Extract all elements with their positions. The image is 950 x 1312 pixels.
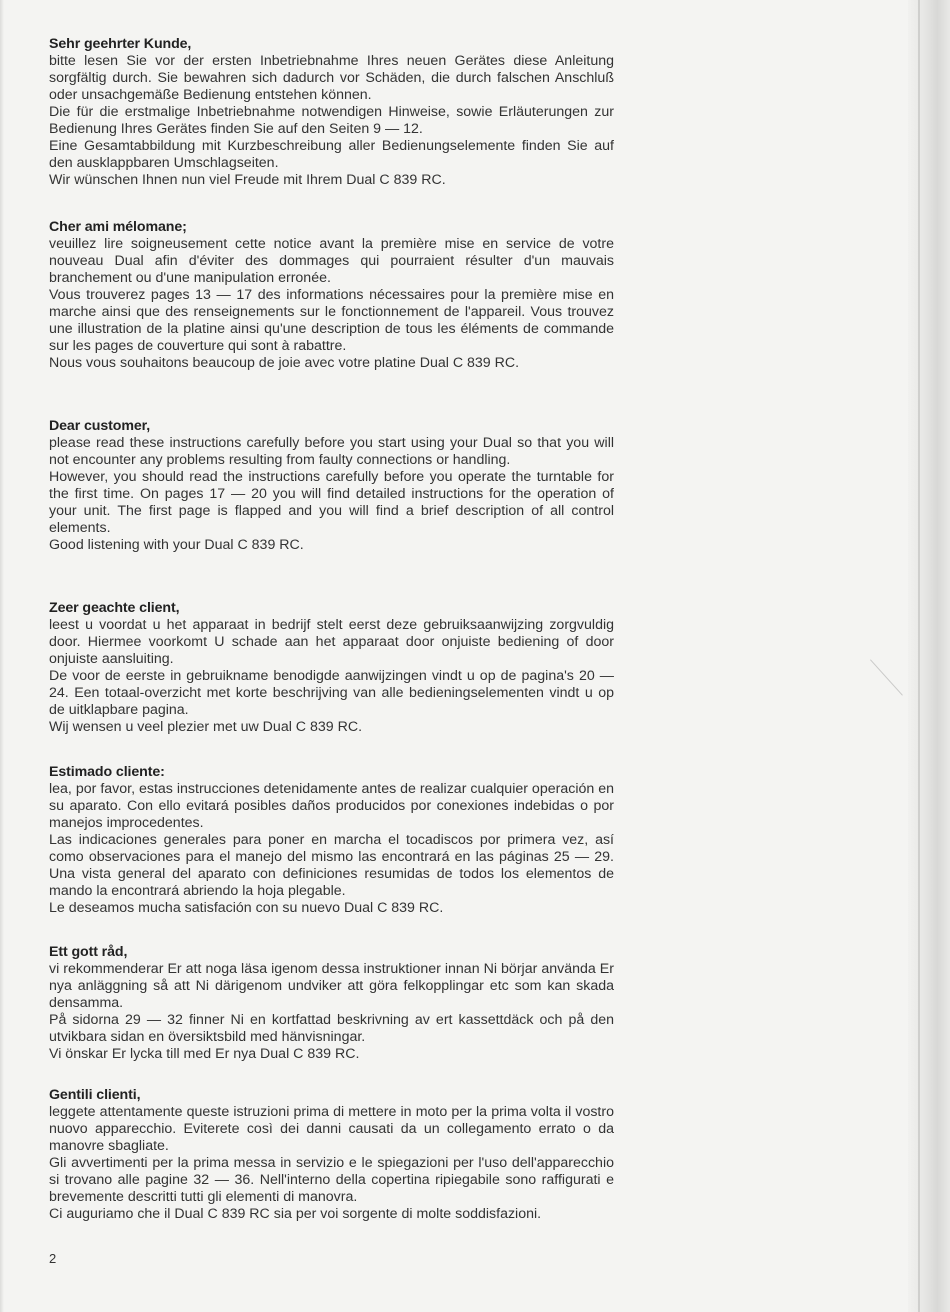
section-paragraph: Le deseamos mucha satisfación con su nuevo Dual C 839 RC. bbox=[49, 900, 444, 916]
section-paragraph: Eine Gesamtabbildung mit Kurzbeschreibung aller Bedienungselemente finden Sie auf den ausklappbaren Umschlagseiten. bbox=[49, 138, 614, 171]
page-number: 2 bbox=[49, 1251, 57, 1266]
section-paragraph: bitte lesen Sie vor der ersten Inbetriebnahme Ihres neuen Gerätes diese Anleitung sorgfältig durch. Sie bewahren sich dadurch vor Schäden, die durch falschen Anschluß oder unsachgemäße Bedienung entstehen können. bbox=[49, 53, 614, 103]
section-paragraph: vi rekommenderar Er att noga läsa igenom dessa instruktioner innan Ni börjar använda Er nya anläggning så att Ni därigenom undviker att göra felkopplingar etc som kan skada densamma. bbox=[49, 961, 614, 1011]
section-german bbox=[49, 36, 614, 189]
page-fold-line bbox=[918, 0, 920, 1312]
section-paragraph: På sidorna 29 — 32 finner Ni en kortfattad beskrivning av ert kassettdäck och på den utvikbara sidan en översiktsbild med hänvisningar. bbox=[49, 1012, 614, 1045]
section-french bbox=[49, 219, 614, 372]
section-paragraph: Vous trouverez pages 13 — 17 des informations nécessaires pour la première mise en marche ainsi que des renseignements sur le fonctionnement de l'appareil. Vous trouvez une illustration de la platine ainsi qu'une description de tous les éléments de commande sur les pages de couverture qui sont à rabattre. bbox=[49, 287, 614, 354]
section-paragraph: leggete attentamente queste istruzioni prima di mettere in moto per la prima volta il vostro nuovo apparecchio. Eviterete così dei danni causati da un collegamento errato o da manovre sbagliate. bbox=[49, 1104, 614, 1154]
section-paragraph: Ci auguriamo che il Dual C 839 RC sia per voi sorgente di molte soddisfazioni. bbox=[49, 1206, 542, 1222]
section-dutch bbox=[49, 600, 614, 736]
section-heading: Ett gott råd, bbox=[49, 944, 128, 960]
section-paragraph: Wij wensen u veel plezier met uw Dual C 839 RC. bbox=[49, 719, 363, 735]
section-swedish bbox=[49, 944, 614, 1063]
section-heading: Estimado cliente: bbox=[49, 764, 165, 780]
section-paragraph: leest u voordat u het apparaat in bedrijf stelt eerst deze gebruiksaanwijzing zorgvuldig door. Hiermee voorkomt U schade aan het apparaat door onjuiste bediening of door onjuiste aansluiting. bbox=[49, 617, 614, 667]
section-paragraph: Good listening with your Dual C 839 RC. bbox=[49, 537, 304, 553]
section-paragraph: Nous vous souhaitons beaucoup de joie avec votre platine Dual C 839 RC. bbox=[49, 355, 520, 371]
section-spanish bbox=[49, 764, 614, 917]
section-paragraph: De voor de eerste in gebruikname benodigde aanwijzingen vindt u op de pagina's 20 — 24. Een totaal-overzicht met korte beschrijving van alle bedieningselementen vindt u op de uitklapbare pagina. bbox=[49, 668, 614, 718]
section-italian bbox=[49, 1087, 614, 1223]
section-heading: Zeer geachte client, bbox=[49, 600, 180, 616]
section-paragraph: veuillez lire soigneusement cette notice avant la première mise en service de votre nouveau Dual afin d'éviter des dommages qui pourraient résulter d'un mauvais branchement ou d'une manipulation erronée. bbox=[49, 236, 614, 286]
section-paragraph: Die für die erstmalige Inbetriebnahme notwendigen Hinweise, sowie Erläuterungen zur Bedienung Ihres Gerätes finden Sie auf den Seiten 9 — 12. bbox=[49, 104, 614, 137]
stray-pen-mark bbox=[870, 659, 903, 695]
section-paragraph: please read these instructions carefully before you start using your Dual so that you will not encounter any problems resulting from faulty connections or handling. bbox=[49, 435, 614, 468]
section-heading: Dear customer, bbox=[49, 418, 151, 434]
section-heading: Sehr geehrter Kunde, bbox=[49, 36, 192, 52]
section-paragraph: Wir wünschen Ihnen nun viel Freude mit Ihrem Dual C 839 RC. bbox=[49, 172, 446, 188]
section-paragraph: lea, por favor, estas instrucciones detenidamente antes de realizar cualquier operación en su aparato. Con ello evitará posibles daños producidos por conexiones indebidas o por manejos improcedentes. bbox=[49, 781, 614, 831]
section-paragraph: Las indicaciones generales para poner en marcha el tocadiscos por primera vez, así como observaciones para el manejo del mismo las encontrará en las páginas 25 — 29. Una vista general del aparato con definiciones resumidas de todos los elementos de mando la encontrará abriendo la hoja plegable. bbox=[49, 832, 614, 899]
section-paragraph: However, you should read the instructions carefully before you operate the turntable for the first time. On pages 17 — 20 you will find detailed instructions for the operation of your unit. The first page is flapped and you will find a brief description of all control elements. bbox=[49, 469, 614, 536]
section-paragraph: Vi önskar Er lycka till med Er nya Dual C 839 RC. bbox=[49, 1046, 360, 1062]
section-heading: Gentili clienti, bbox=[49, 1087, 141, 1103]
section-heading: Cher ami mélomane; bbox=[49, 219, 187, 235]
page-left-shadow bbox=[0, 0, 4, 1312]
page-right-edge bbox=[908, 0, 950, 1312]
section-english bbox=[49, 418, 614, 554]
section-paragraph: Gli avvertimenti per la prima messa in servizio e le spiegazioni per l'uso dell'apparecchio si trovano alle pagine 32 — 36. Nell'interno della copertina ripiegabile sono raffigurati e brevemente descritti tutti gli elementi di manovra. bbox=[49, 1155, 614, 1205]
